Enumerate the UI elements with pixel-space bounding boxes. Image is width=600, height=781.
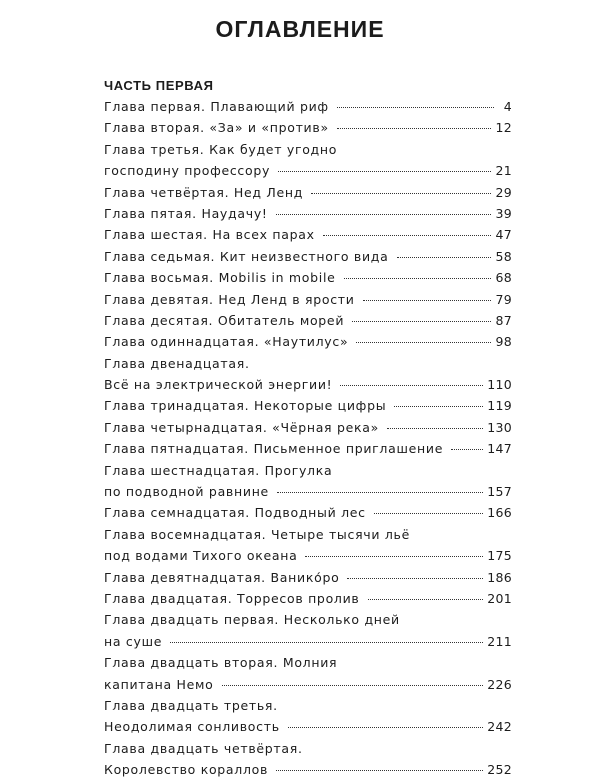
toc-entry-text: Глава шестнадцатая. Прогулка [104,462,333,478]
dot-leader [356,342,491,343]
toc-entry[interactable] [104,481,512,502]
toc-entry-text: Глава тринадцатая. Некоторые цифры [104,398,387,414]
toc-entry-text: Глава шестая. На всех парах [104,227,315,243]
toc-entry[interactable] [104,524,512,545]
toc-entry[interactable] [104,545,512,566]
toc-page-number: 79 [495,291,512,307]
dot-leader [276,214,492,215]
toc-entry[interactable] [104,609,512,630]
part-heading: ЧАСТЬ ПЕРВАЯ [104,78,214,93]
toc-page-number: 175 [487,548,512,564]
toc-page-number: 226 [487,676,512,692]
dot-leader [344,278,492,279]
dot-leader [323,235,492,236]
toc-entry-text: Всё на электрической энергии! [104,377,333,393]
toc-entry-text: Глава четвёртая. Нед Ленд [104,184,304,200]
toc-entry-text: Глава восьмая. Mobilis in mobile [104,270,336,286]
dot-leader [374,513,483,514]
toc-entry-text: Глава двадцатая. Торресов пролив [104,590,360,606]
toc-entry[interactable] [104,759,512,780]
toc-page-number: 211 [487,633,512,649]
toc-entry-text: Глава третья. Как будет угодно [104,141,338,157]
toc-page-number: 4 [503,99,512,114]
toc-entry[interactable] [104,738,512,759]
toc-entry[interactable] [104,631,512,652]
toc-entry[interactable] [104,267,512,288]
toc-entry[interactable] [104,438,512,459]
toc-entry[interactable] [104,139,512,160]
toc-page-number: 29 [495,184,512,200]
toc-entry-text: Глава семнадцатая. Подводный лес [104,505,366,521]
toc-entry-text: Глава четырнадцатая. «Чёрная река» [104,419,379,435]
toc-entry-text: Глава двадцать третья. [104,697,278,713]
toc-page-number: 58 [495,248,512,264]
toc-entry[interactable] [104,160,512,181]
toc-entry-text: по подводной равнине [104,484,269,500]
toc-entry-text: Глава десятая. Обитатель морей [104,312,345,328]
toc-list [104,96,512,781]
toc-entry[interactable] [104,310,512,331]
toc-page-number: 21 [495,163,512,179]
toc-page-number: 87 [495,312,512,328]
toc-entry[interactable] [104,374,512,395]
toc-entry-text: Глава восемнадцатая. Четыре тысячи льё [104,526,411,542]
toc-page-number: 166 [487,505,512,521]
dot-leader [170,642,483,643]
dot-leader [397,257,492,258]
toc-entry-text: Неодолимая сонливость [104,719,280,735]
toc-entry-text: Глава пятнадцатая. Письменное приглашение [104,441,444,457]
toc-entry[interactable] [104,224,512,245]
dot-leader [337,128,492,129]
dot-leader [368,599,484,600]
toc-entry-text: Глава двадцать первая. Несколько дней [104,612,400,628]
toc-entry[interactable] [104,417,512,438]
toc-entry-text: Королевство кораллов [104,762,269,778]
toc-page-number: 98 [495,334,512,350]
toc-entry-text: Глава седьмая. Кит неизвестного вида [104,248,389,264]
dot-leader [277,492,483,493]
dot-leader [347,578,483,579]
toc-page-number: 157 [487,484,512,500]
toc-entry[interactable] [104,331,512,352]
toc-page-number: 201 [487,590,512,606]
toc-entry-text: Глава девятая. Нед Ленд в ярости [104,291,355,307]
toc-entry-text: под водами Тихого океана [104,548,298,564]
toc-page-number: 252 [487,762,512,778]
toc-page-number: 147 [487,441,512,457]
toc-entry-text: Глава пятая. Наудачу! [104,205,268,221]
toc-entry[interactable] [104,182,512,203]
toc-entry-text: на суше [104,633,163,649]
toc-entry-text: господину профессору [104,163,271,179]
toc-entry[interactable] [104,502,512,523]
toc-entry[interactable] [104,460,512,481]
toc-entry-text: капитана Немо [104,676,214,692]
toc-page-number: 242 [487,719,512,735]
dot-leader [352,321,491,322]
toc-entry-text: Глава двенадцатая. [104,355,250,371]
toc-entry[interactable] [104,246,512,267]
toc-page-number: 130 [487,419,512,435]
toc-entry[interactable] [104,567,512,588]
page-title: ОГЛАВЛЕНИЕ [215,16,385,42]
toc-page-number: 39 [495,205,512,221]
toc-entry[interactable] [104,96,512,117]
toc-entry[interactable] [104,117,512,138]
dot-leader [337,107,494,108]
dot-leader [305,556,483,557]
dot-leader [451,449,483,450]
toc-page-number: 12 [495,120,512,136]
toc-page-number: 47 [495,227,512,243]
toc-entry[interactable] [104,674,512,695]
toc-page-number: 186 [487,569,512,585]
toc-page-number: 119 [487,398,512,414]
dot-leader [363,300,492,301]
toc-entry[interactable] [104,716,512,737]
toc-entry-text: Глава первая. Плавающий риф [104,99,329,114]
dot-leader [394,406,483,407]
toc-entry[interactable] [104,203,512,224]
toc-entry-text: Глава одиннадцатая. «Наутилус» [104,334,349,350]
dot-leader [311,193,491,194]
dot-leader [288,727,483,728]
toc-entry-text: Глава двадцать четвёртая. [104,740,303,756]
dot-leader [340,385,483,386]
toc-page-number: 68 [495,270,512,286]
toc-entry[interactable] [104,395,512,416]
toc-entry[interactable] [104,588,512,609]
toc-entry[interactable] [104,652,512,673]
toc-entry-text: Глава девятнадцатая. Ванико́ро [104,569,340,585]
dot-leader [276,770,483,771]
toc-entry[interactable] [104,289,512,310]
toc-entry-text: Глава двадцать вторая. Молния [104,655,338,671]
dot-leader [278,171,491,172]
dot-leader [387,428,483,429]
toc-entry[interactable] [104,353,512,374]
toc-entry[interactable] [104,695,512,716]
toc-entry-text: Глава вторая. «За» и «против» [104,120,329,136]
toc-page-number: 110 [487,377,512,393]
dot-leader [222,685,484,686]
